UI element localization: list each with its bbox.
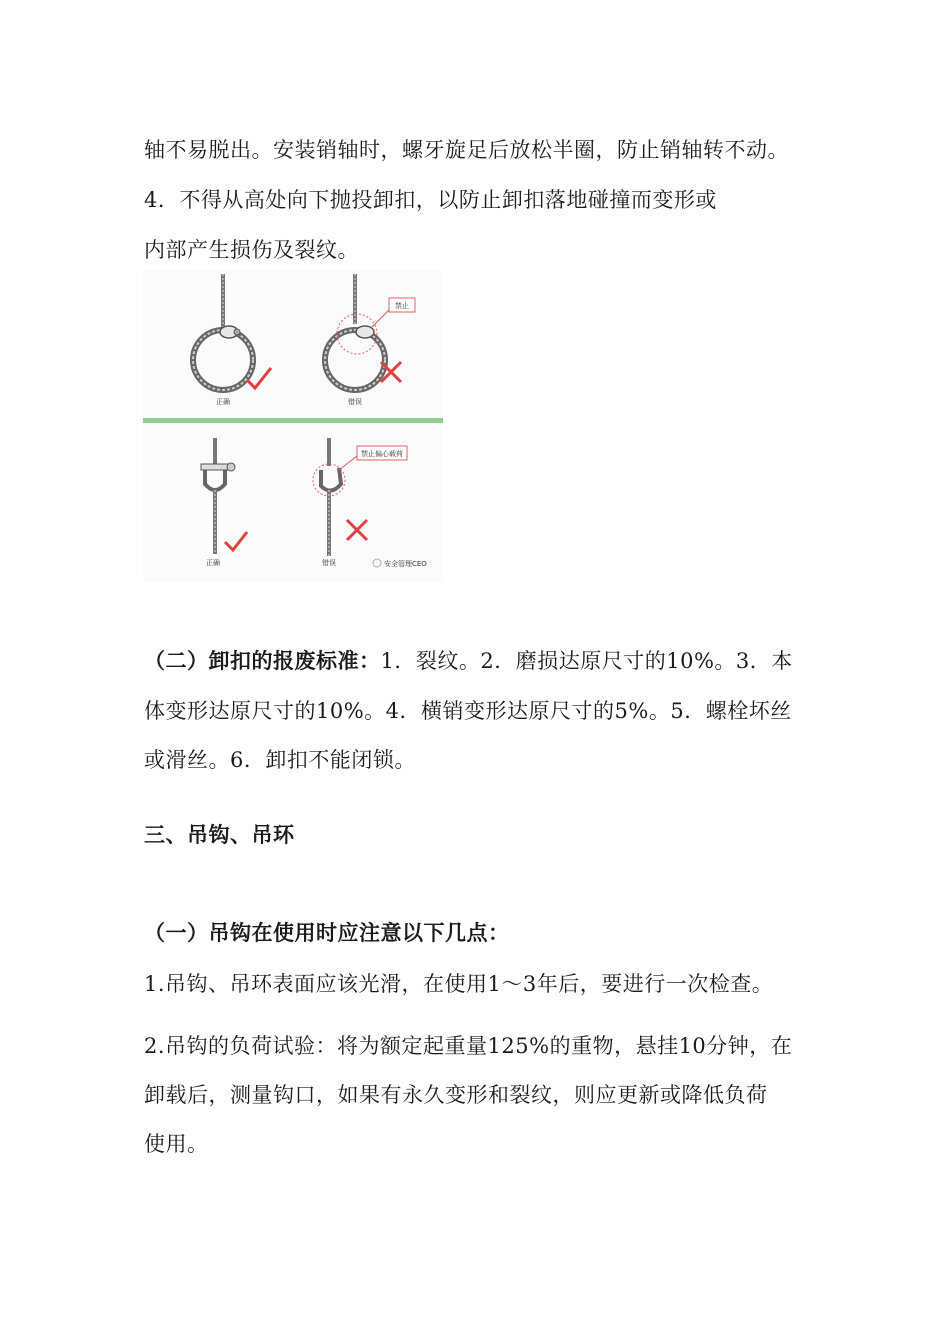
paragraph-line: 4．不得从高处向下抛投卸扣，以防止卸扣落地碰撞而变形或	[144, 188, 717, 212]
paragraph-line: 轴不易脱出。安装销轴时，螺牙旋足后放松半圈，防止销轴转不动。	[144, 138, 789, 162]
section-title: 三、吊钩、吊环	[144, 823, 295, 847]
list-item: 1.吊钩、吊环表面应该光滑，在使用1～3年后，要进行一次检查。	[144, 972, 774, 996]
list-item: 2.吊钩的负荷试验：将为额定起重量125%的重物，悬挂10分钟，在	[144, 1034, 793, 1058]
scrap-standard-text: 1．裂纹。2．磨损达原尺寸的10%。3．本	[380, 649, 793, 673]
scrap-standard-line	[144, 646, 793, 676]
callout-label: 禁止偏心载荷	[361, 450, 403, 458]
scrap-standard-line: 或滑丝。6．卸扣不能闭锁。	[144, 748, 416, 772]
scrap-standard-line: 体变形达原尺寸的10%。4．横销变形达原尺寸的5%。5．螺栓坏丝	[144, 699, 792, 723]
figure-divider	[143, 418, 443, 423]
figure-caption: 正确	[216, 398, 230, 406]
scrap-standard-heading: （二）卸扣的报废标准：	[144, 649, 381, 673]
figure-caption: 错误	[322, 559, 336, 567]
sub-heading: （一）吊钩在使用时应注意以下几点：	[144, 921, 510, 945]
list-item: 使用。	[144, 1132, 209, 1156]
shackle-usage-figure	[143, 270, 443, 582]
list-item: 卸载后，测量钩口，如果有永久变形和裂纹，则应更新或降低负荷	[144, 1083, 768, 1107]
callout-label: 禁止	[395, 302, 409, 310]
paragraph-line: 内部产生损伤及裂纹。	[144, 238, 359, 262]
figure-caption: 正确	[206, 559, 220, 567]
figure-caption: 错误	[348, 398, 362, 406]
watermark: 安全管理CEO	[384, 560, 427, 568]
